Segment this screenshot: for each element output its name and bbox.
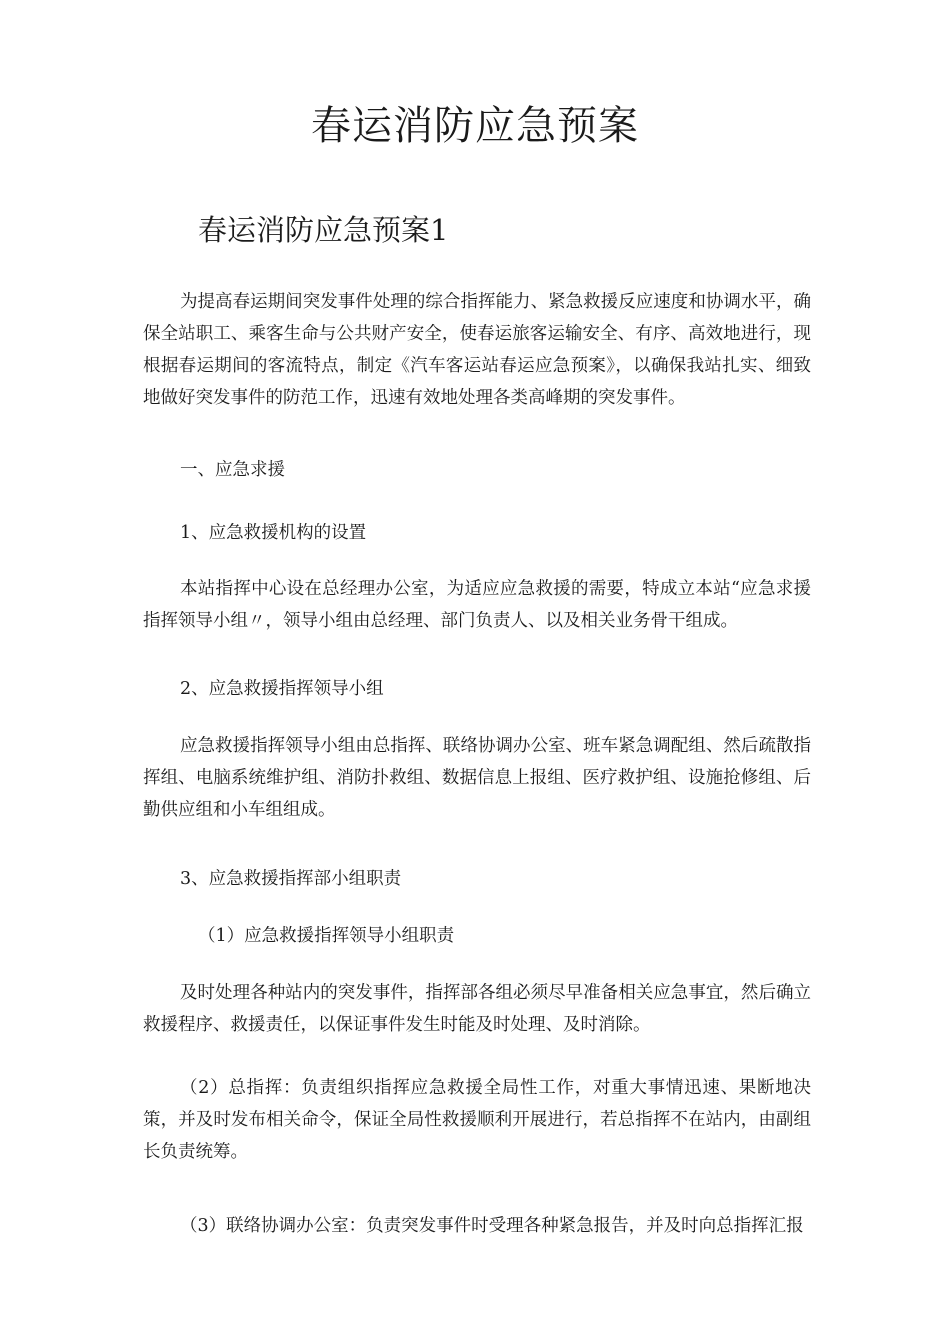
subheading-leading-group-duties: （1）应急救援指挥领导小组职责 bbox=[198, 926, 455, 946]
heading-emergency-rescue: 一、应急求援 bbox=[180, 460, 285, 480]
section-title: 春运消防应急预案1 bbox=[198, 213, 449, 247]
heading-leading-group: 2、应急救援指挥领导小组 bbox=[180, 679, 384, 699]
paragraph-leading-group-duties: 及时处理各种站内的突发事件，指挥部各组必须尽早准备相关应急事宜，然后确立救援程序、救援责任，以保证事件发生时能及时处理、及时消除。 bbox=[143, 983, 811, 1035]
heading-group-duties: 3、应急救援指挥部小组职责 bbox=[180, 869, 402, 889]
paragraph-commander-duties: （2）总指挥：负责组织指挥应急救援全局性工作，对重大事情迅速、果断地决策，并及时发布相关命令，保证全局性救援顺利开展进行，若总指挥不在站内，由副组长负责统筹。 bbox=[143, 1078, 811, 1162]
heading-rescue-organization: 1、应急救援机构的设置 bbox=[180, 523, 367, 543]
paragraph-liaison-office: （3）联络协调办公室：负责突发事件时受理各种紧急报告，并及时向总指挥汇报 bbox=[180, 1216, 804, 1236]
paragraph-leading-group: 应急救援指挥领导小组由总指挥、联络协调办公室、班车紧急调配组、然后疏散指挥组、电脑系统维护组、消防扑救组、数据信息上报组、医疗救护组、设施抢修组、后勤供应组和小车组组成。 bbox=[143, 736, 811, 820]
document-title: 春运消防应急预案 bbox=[311, 103, 639, 149]
intro-paragraph: 为提高春运期间突发事件处理的综合指挥能力、紧急救援反应速度和协调水平，确保全站职工、乘客生命与公共财产安全，使春运旅客运输安全、有序、高效地进行，现根据春运期间的客流特点，制定《汽车客运站春运应急预案》，以确保我站扎实、细致地做好突发事件的防范工作，迅速有效地处理各类高峰期的突发事件。 bbox=[143, 292, 811, 408]
paragraph-rescue-organization: 本站指挥中心设在总经理办公室，为适应应急救援的需要，特成立本站“应急求援指挥领导小组〃，领导小组由总经理、部门负责人、以及相关业务骨干组成。 bbox=[143, 579, 811, 631]
